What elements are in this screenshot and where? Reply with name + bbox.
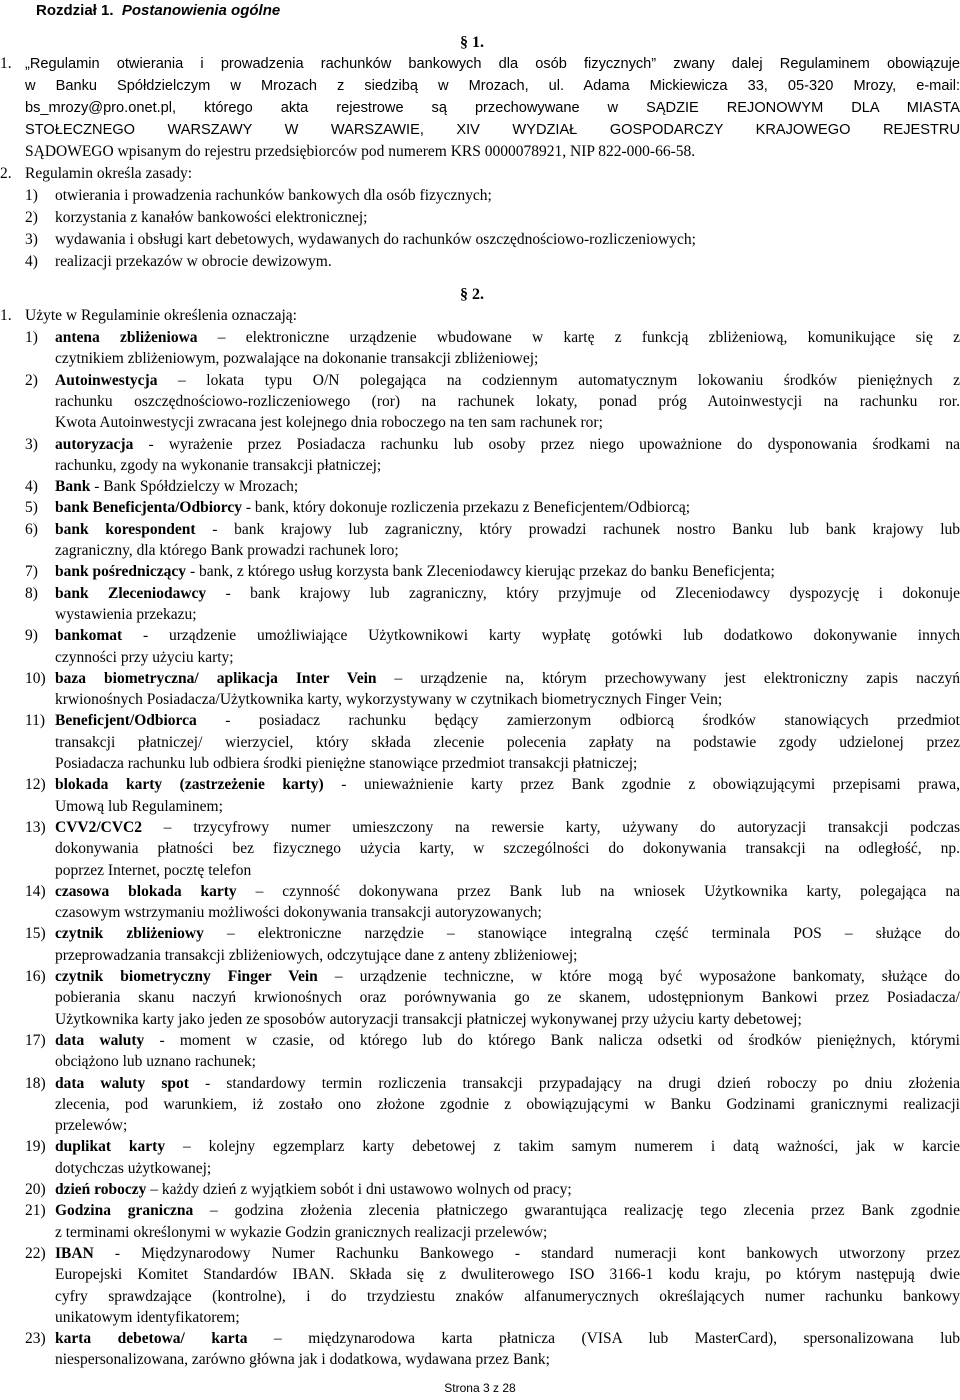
definition-text: - bank krajowy lub zagraniczny, który przyjmuje od Zleceniodawcy dyspozycję i dokonuje xyxy=(206,584,960,602)
page-footer: Strona 3 z 28 xyxy=(444,1381,516,1395)
definition-number: 23) xyxy=(25,1330,46,1348)
definition-number: 2) xyxy=(25,371,38,389)
definition-line: unikatowym identyfikatorem; xyxy=(55,1308,240,1326)
definition-text: – czynność dokonywana przez Bank lub na wniosek Użytkownika karty, polegająca na xyxy=(236,882,960,900)
definition-line xyxy=(55,1074,960,1094)
definition-term: data waluty spot xyxy=(55,1074,189,1092)
definition-line xyxy=(55,1031,960,1051)
paragraph-line: SĄDOWEGO wpisanym do rejestru przedsiębiorców pod numerem KRS 0000078921, NIP 822-000-66-58. xyxy=(25,143,696,160)
chapter-label: Rozdział 1. xyxy=(36,2,114,19)
definition-number: 17) xyxy=(25,1031,46,1049)
definition-line: dotychczas użytkowanej; xyxy=(55,1159,212,1177)
definition-line: poprzez Internet, pocztę telefon xyxy=(55,861,252,879)
item-text: otwierania i prowadzenia rachunków bankowych dla osób fizycznych; xyxy=(55,187,492,204)
definition-line xyxy=(55,882,960,902)
definition-text: - posiadacz rachunku będący zamierzonym odbiorcą środków stanowiących przedmiot xyxy=(196,712,960,730)
paragraph-number: 2. xyxy=(0,165,12,182)
paragraph-line: STOŁECZNEGO WARSZAWY W WARSZAWIE, XIV WYDZIAŁ GOSPODARCZY KRAJOWEGO REJESTRU xyxy=(25,122,960,138)
definition-number: 10) xyxy=(25,669,46,687)
definition-line: rachunku, zgody na wykonanie transakcji płatniczej; xyxy=(55,456,382,474)
definition-number: 9) xyxy=(25,627,38,645)
definition-line xyxy=(55,520,960,540)
definition-text: – urządzenie na, którym przechowywany jest elektroniczny zapis naczyń xyxy=(376,669,960,687)
definition-number: 19) xyxy=(25,1138,46,1156)
paragraph-intro: Użyte w Regulaminie określenia oznaczają: xyxy=(25,307,297,324)
definition-line xyxy=(55,775,960,795)
definition-number: 20) xyxy=(25,1181,46,1198)
definition-line xyxy=(55,1244,960,1264)
definition-number: 7) xyxy=(25,563,38,581)
definition-text: - bank, który dokonuje rozliczenia przekazu z Beneficjentem/Odbiorcą; xyxy=(242,499,691,517)
paragraph-number: 1. xyxy=(0,307,12,324)
definition-line xyxy=(55,626,960,646)
definition-number: 11) xyxy=(25,712,46,730)
definition-line: Posiadacza rachunku lub odbiera środki pieniężne stanowiące przedmiot transakcji płatniczej; xyxy=(55,755,638,772)
definition-line xyxy=(55,584,960,604)
definition-line xyxy=(55,818,960,838)
definition-number: 16) xyxy=(25,968,46,985)
definition-line: rachunku oszczędnościowo-rozliczeniowego (ror) na rachunek lokaty, ponad próg Autoinwestycji na rachunku ror. xyxy=(55,392,960,410)
definition-term: karta debetowa/ karta xyxy=(55,1330,248,1348)
definition-number: 18) xyxy=(25,1074,46,1092)
item-text: realizacji przekazów w obrocie dewizowym. xyxy=(55,253,332,270)
paragraph-line: w Banku Spółdzielczym w Mrozach z siedzibą w Mrozach, ul. Adama Mickiewicza 33, 05-320 Mrozy, e-mail: xyxy=(25,78,960,94)
definition-line xyxy=(55,924,960,944)
definition-line: czasowym wstrzymaniu możliwości dokonywania transakcji autoryzowanych; xyxy=(55,904,542,922)
definition-term: blokada karty (zastrzeżenie karty) xyxy=(55,776,324,794)
definition-number: 8) xyxy=(25,584,38,602)
definition-line xyxy=(55,328,960,348)
definition-term: dzień roboczy xyxy=(55,1181,147,1198)
definition-number: 12) xyxy=(25,776,46,794)
definition-line xyxy=(55,1329,960,1349)
definition-line: wystawienia przekazu; xyxy=(55,605,197,623)
chapter-heading xyxy=(36,0,280,22)
definition-text: – międzynarodowa karta płatnicza (VISA lub MasterCard), spersonalizowana lub xyxy=(247,1330,960,1348)
definition-line: przeprowadzania transakcji zbliżeniowych, odczytujące dane z anteny zbliżeniowej; xyxy=(55,946,578,964)
definition-text: – każdy dzień z wyjątkiem sobót i dni ustawowo wolnych od pracy; xyxy=(146,1181,572,1198)
definition-term: bank Beneficjenta/Odbiorcy xyxy=(55,499,243,517)
definition-term: bank Zleceniodawcy xyxy=(55,584,207,602)
definition-term: bankomat xyxy=(55,627,123,645)
definition-term: czasowa blokada karty xyxy=(55,882,237,900)
definition-text: – godzina złożenia zlecenia płatniczego gwarantująca realizację tego zlecenia przez Bank zgodnie xyxy=(193,1202,960,1220)
definition-term: Godzina graniczna xyxy=(55,1202,194,1220)
definition-line xyxy=(55,711,960,731)
definition-line: krwionośnych Posiadacza/Użytkownika karty, wykorzystywany w czytnikach biometrycznych Finger Vein; xyxy=(55,691,723,709)
definition-text: - moment w czasie, od którego lub do którego Bank nalicza odsetki od środków pieniężnych, którymi xyxy=(144,1031,960,1049)
definition-text: – trzycyfrowy numer umieszczony na rewersie karty, używany do autoryzacji transakcji podczas xyxy=(141,818,960,836)
definition-line: czytnikiem zbliżeniowym, pozwalające na dokonanie transakcji zbliżeniowej; xyxy=(55,350,539,368)
definition-text: – elektroniczne narzędzie – stanowiące integralną część terminala POS – służące do xyxy=(203,925,960,943)
definition-text: – urządzenie techniczne, w które mogą być wyposażone bankomaty, służące do xyxy=(317,968,960,985)
definition-term: czytnik zbliżeniowy xyxy=(55,925,204,943)
definition-line xyxy=(55,477,298,497)
definition-line xyxy=(55,371,960,391)
definition-line xyxy=(55,669,960,689)
definition-line: Europejski Komitet Standardów IBAN. Składa się z dwuliterowego ISO 3166-1 kodu kraju, po którym następują dwie xyxy=(55,1266,960,1284)
definition-number: 14) xyxy=(25,882,46,900)
chapter-title: Postanowienia ogólne xyxy=(121,2,281,19)
definition-line: dokonywania płatności bez fizycznego użycia karty, w szczególności do dokonywania transakcji na odległość, np. xyxy=(55,840,960,858)
definition-text: - urządzenie umożliwiające Użytkownikowi karty wypłatę gotówki lub dodatkowo dokonywanie innych xyxy=(122,627,960,645)
definition-term: IBAN xyxy=(55,1244,94,1262)
definition-term: Beneficjent/Odbiorca xyxy=(55,712,197,730)
item-number: 3) xyxy=(25,231,38,248)
item-number: 1) xyxy=(25,187,38,204)
definition-term: duplikat karty xyxy=(55,1138,166,1156)
definition-text: - Bank Spółdzielczy w Mrozach; xyxy=(90,478,299,496)
definition-number: 3) xyxy=(25,435,38,453)
definition-term: CVV2/CVC2 xyxy=(55,818,142,836)
definition-line: niespersonalizowana, zarówno główna jak i dodatkowa, wydawana przez Bank; xyxy=(55,1351,550,1369)
definition-number: 22) xyxy=(25,1244,46,1262)
definition-text: - wyrażenie przez Posiadacza rachunku lub osoby przez niego upoważnione do dysponowania środkami na xyxy=(133,435,960,453)
definition-term: autoryzacja xyxy=(55,435,134,453)
definition-number: 15) xyxy=(25,925,46,943)
section-heading-1: § 1. xyxy=(460,34,484,51)
definition-text: – elektroniczne urządzenie wbudowane w kartę z funkcją zbliżeniową, komunikujące się z xyxy=(197,329,960,346)
definition-term: data waluty xyxy=(55,1031,145,1049)
definition-line: zagraniczny, dla którego Bank prowadzi rachunek loro; xyxy=(55,542,399,559)
definition-number: 5) xyxy=(25,499,38,517)
definition-text: - bank krajowy lub zagraniczny, który prowadzi rachunek nostro Banku lub bank krajowy lub xyxy=(195,520,960,538)
definition-text: - bank, z którego usług korzysta bank Zleceniodawcy kierując przekaz do banku Beneficjenta; xyxy=(186,563,775,581)
definition-line xyxy=(55,435,960,455)
definition-line: pobierania skanu naczyń krwionośnych oraz porównywania go ze skanem, udostępnionym Bankowi przez Posiadacza/ xyxy=(55,989,960,1007)
definition-number: 1) xyxy=(25,329,38,346)
definition-line: Kwota Autoinwestycji zwracana jest kolejnego dnia roboczego na ten sam rachunek ror; xyxy=(55,414,603,432)
definition-term: baza biometryczna/ aplikacja Inter Vein xyxy=(55,669,377,687)
definition-number: 6) xyxy=(25,520,38,538)
definition-line: Umową lub Regulaminem; xyxy=(55,797,223,815)
definition-line: czynności przy użyciu karty; xyxy=(55,648,234,666)
definition-line: przelewów; xyxy=(55,1117,128,1135)
definition-number: 21) xyxy=(25,1202,46,1220)
definition-line: zlecenia, pod warunkiem, iż zostało ono złożone zgodnie z obowiązującymi w Banku Godzinami granicznymi realizacji xyxy=(55,1095,960,1113)
definition-line: cyfry sprawdzające (kontrolne), i do trzydziestu znaków alfanumerycznych określających numer rachunku bankowy xyxy=(55,1287,960,1305)
paragraph-intro: Regulamin określa zasady: xyxy=(25,165,193,182)
definition-line: obciążono lub uznano rachunek; xyxy=(55,1053,256,1071)
definition-term: bank korespondent xyxy=(55,520,196,538)
item-number: 2) xyxy=(25,209,38,226)
paragraph-line: „Regulamin otwierania i prowadzenia rachunków bankowych dla osób fizycznych” zwany dalej Regulaminem obowiązuje xyxy=(25,56,960,72)
definition-line xyxy=(55,562,775,582)
definition-line: Użytkownika karty jako jeden ze sposobów autoryzacji transakcji płatniczej wykonywanej przy użyciu karty debetowej; xyxy=(55,1010,802,1028)
definition-line: z terminami określonymi w wykazie Godzin granicznych realizacji przelewów; xyxy=(55,1223,548,1241)
definition-line xyxy=(55,1137,960,1157)
definition-text: – kolejny egzemplarz karty debetowej z takim samym numerem i datą ważności, jak w karcie xyxy=(165,1138,960,1156)
definition-number: 4) xyxy=(25,478,38,496)
definition-line xyxy=(55,498,690,518)
item-text: korzystania z kanałów bankowości elektronicznej; xyxy=(55,209,368,226)
definition-term: antena zbliżeniowa xyxy=(55,329,198,346)
definition-line xyxy=(55,967,960,987)
definition-text: - standardowy termin rozliczenia transakcji przypadający na drugi dzień roboczy po dniu złożenia xyxy=(188,1074,960,1092)
item-text: wydawania i obsługi kart debetowych, wydawanych do rachunków oszczędnościowo-rozliczeniowych; xyxy=(55,231,696,248)
definition-term: czytnik biometryczny Finger Vein xyxy=(55,968,318,985)
definition-line: transakcji płatniczej/ wierzyciel, który składa zlecenie polecenia zapłaty na podstawie zgody udzielonej przez xyxy=(55,733,960,751)
definition-term: Bank xyxy=(55,478,91,496)
definition-term: bank pośredniczący xyxy=(55,563,187,581)
item-number: 4) xyxy=(25,253,38,270)
paragraph-line: bs_mrozy@pro.onet.pl, którego akta rejestrowe są przechowywane w SĄDZIE REJONOWYM DLA MIASTA xyxy=(25,100,960,116)
definition-text: - unieważnienie karty przez Bank zgodnie z obowiązującymi przepisami prawa, xyxy=(323,776,960,794)
definition-line xyxy=(55,1201,960,1221)
definition-number: 13) xyxy=(25,818,46,836)
definition-text: - Międzynarodowy Numer Rachunku Bankowego - standard numeracji kont bankowych utworzony przez xyxy=(93,1244,960,1262)
paragraph-number: 1. xyxy=(0,55,12,72)
definition-line xyxy=(55,1180,572,1200)
definition-text: – lokata typu O/N polegająca na codziennym automatycznym lokowaniu środków pieniężnych z xyxy=(157,371,960,389)
definition-term: Autoinwestycja xyxy=(55,371,158,389)
section-heading-2: § 2. xyxy=(460,286,484,303)
